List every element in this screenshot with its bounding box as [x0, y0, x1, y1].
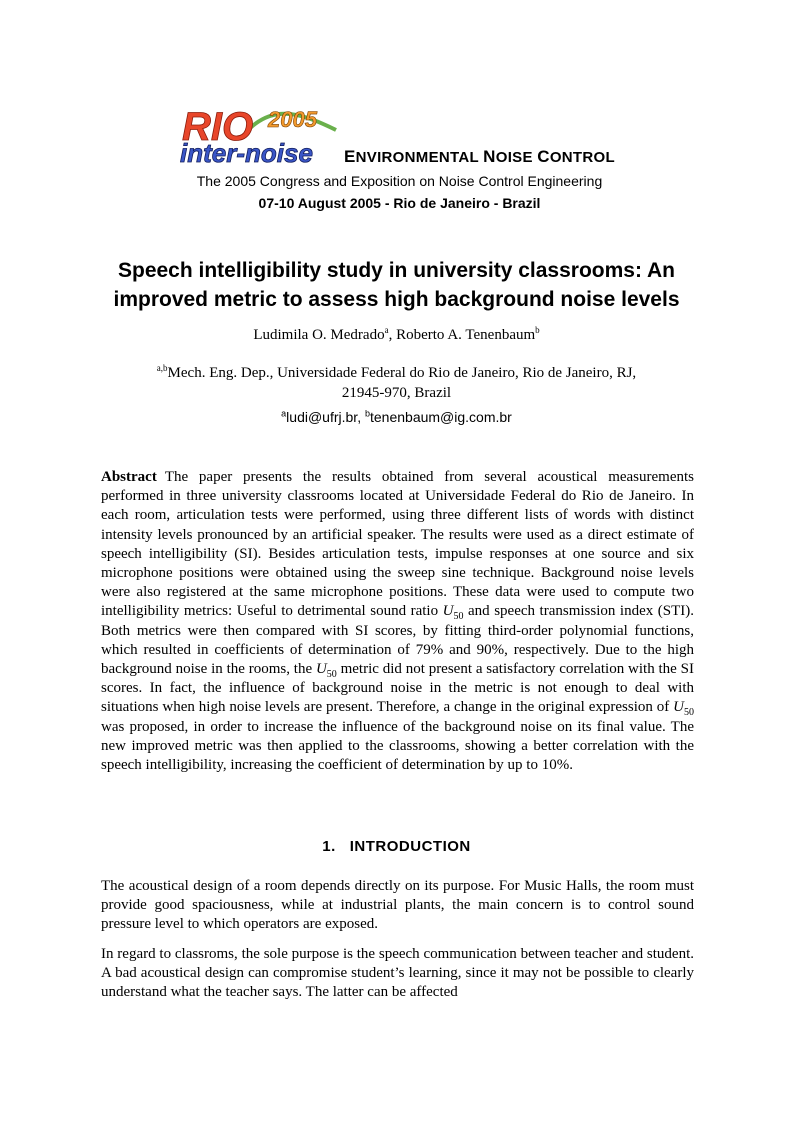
affiliation: $^{a,b}$Mech. Eng. Dep., Universidade Federal do Rio de Janeiro, Rio de Janeiro, RJ, 21945-970, Brazil	[156, 363, 637, 401]
u50-symbol: $U_{50}$	[315, 661, 337, 681]
email-1: ludi@ufrj.br,	[286, 409, 365, 425]
author-1: Ludimila O. Medrado	[253, 327, 385, 343]
authors: Ludimila O. Medrado$^a$, Roberto A. Tenenbaum$^b$	[253, 325, 540, 343]
abstract-label: Abstract	[101, 469, 157, 485]
internoise-2005-logo	[176, 100, 344, 166]
conference-subtitle: The 2005 Congress and Exposition on Noise Control Engineering	[196, 173, 603, 189]
conference-name: ENVIRONMENTAL NOISE CONTROL	[344, 147, 615, 166]
paper-title-line-1: Speech intelligibility study in university classrooms: An	[117, 259, 676, 282]
logo-year-text: 2005	[268, 107, 317, 132]
abstract: Abstract The paper presents the results obtained from several acoustical measurements performed in three university classrooms located at Universidade Federal do Rio de Janeiro. In each room, articulation tests were performed, using three different lists of words with distinct intensity levels pronounced by an artificial speaker. The results were used as a direct estimate of speech intelligibility (SI). Besides articulation tests, impulse responses at one source and six microphone positions were obtained using the sweep sine technique. Background noise levels were also registered at the same microphone positions. These data were used to compute two intelligibility metrics: Useful to detrimental sound ratio $U_{50}$ and speech transmission index (STI). Both metrics were then compared with SI scores, by fitting third-order polynomial functions, which resulted in coefficients of determination of 79% and 90%, respectively. Due to the high background noise in the rooms, the $U_{50}$ metric did not present a satisfactory correlation with the SI scores. In fact, the influence of background noise in the metric is not enough to deal with situations when high noise levels are present. Therefore, a change in the original expression of $U_{50}$ was proposed, in order to increase the influence of the background noise on its final value. The new improved metric was then applied to the classrooms, showing a better correlation with the speech intelligibility, increasing the coefficient of determination by up to 10%.	[101, 469, 694, 774]
u50-symbol: $U_{50}$	[673, 699, 694, 719]
author-2: Roberto A. Tenenbaum	[396, 327, 536, 343]
conference-date-location: 07-10 August 2005 - Rio de Janeiro - Brazil	[258, 195, 541, 211]
paper-title-line-2: improved metric to assess high background noise levels	[113, 288, 680, 311]
author-emails: $^a$ludi@ufrj.br, $^b$tenenbaum@ig.com.br	[281, 408, 512, 425]
paper-title	[60, 256, 733, 314]
logo-internoise-text: inter-noise	[180, 138, 313, 166]
u50-symbol: $U_{50}$	[442, 603, 464, 623]
email-2: tenenbaum@ig.com.br	[370, 409, 512, 425]
intro-paragraph-1: The acoustical design of a room depends directly on its purpose. For Music Halls, the room must provide good spaciousness, while at industrial plants, the main concern is to control sound pressure level to which operators are exposed.	[101, 878, 694, 933]
section-heading-introduction: 1. INTRODUCTION	[322, 838, 471, 855]
logo-rio-text: RIO	[182, 105, 254, 149]
intro-paragraph-2: In regard to classroms, the sole purpose is the speech communication between teacher and student. A bad acoustical design can compromise student’s learning, since it may not be possible to clearly understand what the teacher says. The latter can be affected	[101, 946, 694, 1001]
